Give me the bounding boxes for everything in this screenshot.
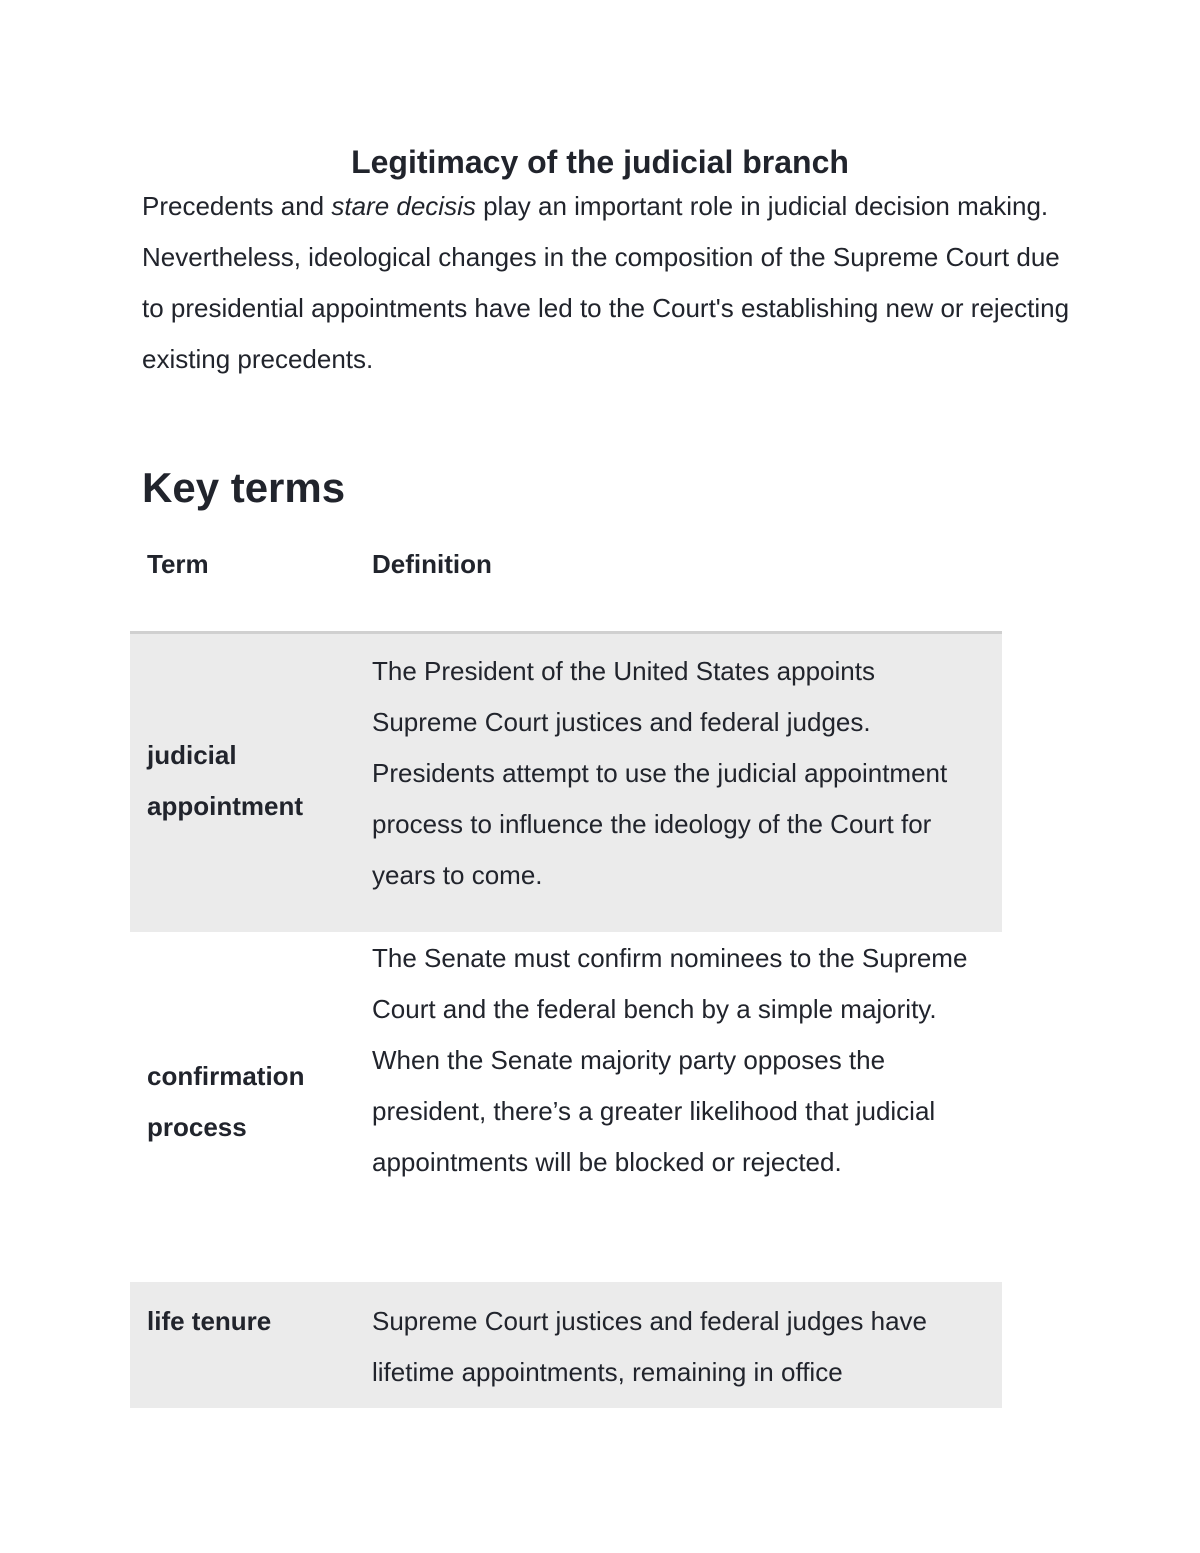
- definition-cell: The President of the United States appoints Supreme Court justices and federal judges. Presidents attempt to use the judicial appointment process to influence the ideology of the Court for years to come.: [355, 632, 1002, 932]
- intro-text-start: Precedents and: [142, 191, 332, 221]
- key-terms-heading: Key terms: [142, 464, 346, 511]
- intro-italic-term: stare decisis: [331, 191, 476, 221]
- intro-paragraph: [142, 181, 1072, 385]
- definition-cell: Supreme Court justices and federal judges have lifetime appointments, remaining in office: [355, 1282, 1002, 1408]
- intro-text-end: play an important role in judicial decision making. Nevertheless, ideological changes in the composition of the Supreme Court due to presidential appointments have led to the Court's establishing new or rejecting existing precedents.: [142, 191, 1070, 374]
- table-row: [130, 932, 1002, 1282]
- key-terms-table: [130, 536, 1002, 1408]
- column-header-term: Term: [130, 536, 355, 632]
- term-cell: judicial appointment: [130, 632, 355, 932]
- definition-cell: The Senate must confirm nominees to the Supreme Court and the federal bench by a simple majority. When the Senate majority party opposes the president, there’s a greater likelihood that judicial appointments will be blocked or rejected.: [372, 943, 968, 1177]
- term-cell: confirmation process: [147, 1061, 305, 1142]
- term-cell: life tenure: [130, 1282, 355, 1408]
- page-title: Legitimacy of the judicial branch: [351, 144, 849, 180]
- column-header-definition: Definition: [355, 536, 1002, 632]
- table-header-row: [130, 536, 1002, 632]
- table-row: [130, 632, 1002, 932]
- table-row: [130, 1282, 1002, 1408]
